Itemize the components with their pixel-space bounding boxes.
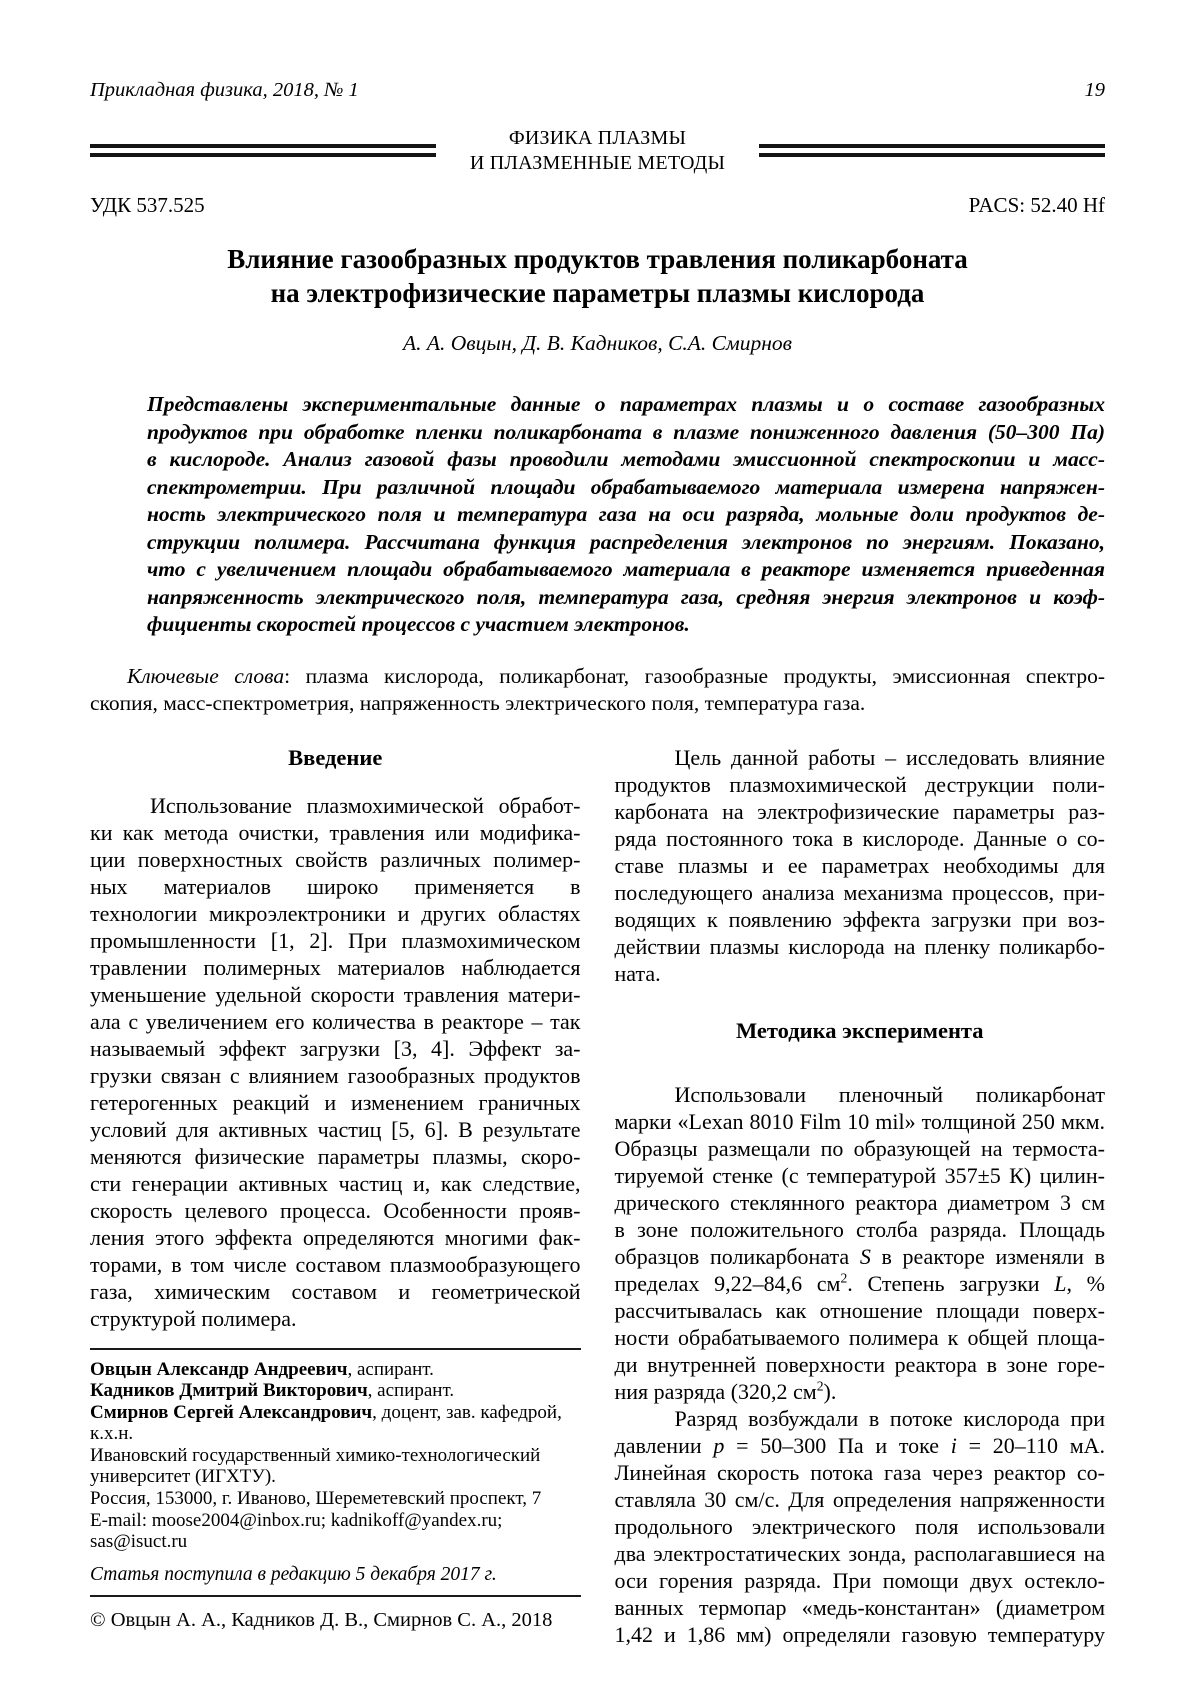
footnote-line: к.х.н. [90, 1423, 134, 1445]
page-number: 19 [1084, 79, 1105, 101]
text-line: грузки связан с влиянием газообразных продуктов [90, 1062, 581, 1088]
text-line: технологии микроэлектроники и других областях [90, 900, 581, 926]
codes-row [90, 192, 1105, 218]
footnote-line: sas@isuct.ru [90, 1531, 188, 1553]
right-paragraph-2 [615, 1081, 1106, 1405]
intro-heading: Введение [288, 744, 383, 770]
article-title [90, 242, 1105, 310]
author-footnote [90, 1348, 581, 1633]
text-line: последующего анализа механизма процессов, при- [614, 879, 1105, 905]
text-line: Ключевые слова: плазма кислорода, поликарбонат, газообразные продукты, эмиссионная спектро- [127, 663, 1106, 688]
text-line: продуктов плазмохимической деструкции поли- [614, 771, 1105, 797]
text-line: рассчитывалась как отношение площади поверх- [614, 1297, 1105, 1323]
footnote-line: Россия, 153000, г. Иваново, Шереметевский проспект, 7 [90, 1488, 542, 1510]
text-line: Использование плазмохимической обработ- [150, 792, 581, 818]
article-title-line-1: Влияние газообразных продуктов травления поликарбоната [227, 244, 968, 274]
text-line: гетерогенных реакций и изменением граничных [90, 1089, 581, 1115]
text-line: называемый эффект загрузки [3, 4]. Эффект за- [90, 1035, 581, 1061]
authors-line: А. А. Овцын, Д. В. Кадников, С.А. Смирнов [403, 331, 792, 355]
text-line: ных материалов широко применяется в [90, 873, 581, 899]
text-line: Образцы размещали по образующей на термоста- [614, 1135, 1105, 1161]
text-line: условий для активных частиц [5, 6]. В результате [90, 1116, 581, 1142]
pacs-code: PACS: 52.40 Hf [968, 193, 1105, 217]
text-line: напряженность электрического поля, температура газа, средняя энергия электронов и коэф- [147, 584, 1105, 609]
text-line: травлении полимерных материалов наблюдается [90, 954, 581, 980]
text-line: карбоната на электрофизические параметры раз- [614, 798, 1105, 824]
footnote-line: Овцын Александр Андреевич, аспирант. [90, 1358, 434, 1380]
text-line: спектрометрии. При различной площади обрабатываемого материала измерена напряжен- [147, 474, 1105, 499]
abstract-block [147, 391, 1105, 639]
text-line: в зоне положительного столба разряда. Площадь [614, 1216, 1105, 1242]
text-line: ала с увеличением его количества в реакторе – так [90, 1008, 581, 1034]
footnote-line: E-mail: moose2004@inbox.ru; kadnikoff@yandex.ru; [90, 1509, 503, 1531]
text-line: образцов поликарбоната S в реакторе изменяли в [614, 1243, 1106, 1269]
text-line: действии плазмы кислорода на пленку поликарбо- [614, 933, 1105, 959]
footnote-line: университет (ИГХТУ). [90, 1466, 276, 1488]
text-line: Разряд возбуждали в потоке кислорода при [674, 1405, 1105, 1431]
text-line: что с увеличением площади обрабатываемого материала в реакторе изменяется приведенная [147, 557, 1105, 581]
footnote-separator [90, 1348, 581, 1350]
text-line: пределах 9,22–84,6 $см^2$. Степень загрузки L, % [614, 1270, 1106, 1296]
text-line: скопия, масс-спектрометрия, напряженность электрического поля, температура газа. [90, 691, 866, 715]
copyright-separator [90, 1595, 581, 1597]
article-title-line-2: на электрофизические параметры плазмы кислорода [270, 278, 925, 308]
text-line: структурой полимера. [90, 1305, 297, 1331]
text-line: продольного электрического поля использовали [614, 1513, 1105, 1539]
text-line: уменьшение удельной скорости травления матери- [90, 981, 581, 1007]
right-paragraph-3 [615, 1405, 1106, 1648]
copyright-line: © Овцын А. А., Кадников Д. В., Смирнов С. А., 2018 [90, 1608, 553, 1631]
text-line: Представлены экспериментальные данные о параметрах плазмы и о составе газообразных [147, 392, 1105, 416]
section-title [436, 126, 759, 176]
text-line: ность электрического поля и температура газа на оси разряда, мольные доли продуктов де- [147, 502, 1105, 526]
text-line: оси горения разряда. При помощи двух остекло- [614, 1567, 1105, 1593]
left-column [90, 744, 581, 1633]
text-line: марки «Lexan 8010 Film 10 mil» толщиной 250 мкм. [614, 1108, 1105, 1134]
text-line: Цель данной работы – исследовать влияние [674, 744, 1105, 770]
udc-code: УДК 537.525 [90, 193, 205, 217]
text-line: ставляла 30 см/с. Для определения напряженности [614, 1486, 1105, 1512]
text-line: промышленности [1, 2]. При плазмохимическом [90, 927, 581, 953]
text-line: газа, химическим составом и геометрической [90, 1278, 581, 1304]
text-line: водящих к появлению эффекта загрузки при воз- [614, 906, 1105, 932]
methods-heading: Методика эксперимента [735, 1017, 984, 1043]
text-line: сти генерации активных частиц и, как следствие, [90, 1170, 581, 1196]
running-header [90, 78, 1105, 102]
text-line: продуктов при обработке пленки поликарбоната в плазме пониженного давления (50–300 Па) [147, 419, 1105, 444]
right-double-rule [759, 144, 1105, 157]
received-note: Статья поступила в редакцию 5 декабря 2017 г. [90, 1563, 497, 1585]
text-line: Использовали пленочный поликарбонат [674, 1081, 1105, 1107]
text-line: ния разряда (320,2 $см^2$). [614, 1378, 837, 1404]
footnote-line: Ивановский государственный химико-технологический [90, 1444, 541, 1466]
text-line: ности обрабатываемого полимера к общей площа- [614, 1324, 1105, 1350]
text-line: тируемой стенке (с температурой 357±5 К) цилин- [614, 1162, 1105, 1188]
right-paragraph-1 [615, 744, 1106, 987]
journal-reference: Прикладная физика, 2018, № 1 [90, 79, 359, 101]
intro-paragraph [90, 792, 581, 1332]
keywords-block [90, 663, 1105, 718]
section-title-line-1: ФИЗИКА ПЛАЗМЫ [508, 127, 687, 149]
right-column [615, 744, 1106, 1648]
text-line: скорость целевого процесса. Особенности прояв- [90, 1197, 581, 1223]
footnote-line: Кадников Дмитрий Викторович, аспирант. [90, 1380, 455, 1402]
text-line: 1,42 и 1,86 мм) определяли газовую температуру [614, 1621, 1105, 1647]
text-line: ди внутренней поверхности реактора в зоне горе- [614, 1351, 1105, 1377]
text-line: дрического стеклянного реактора диаметром 3 см [614, 1189, 1105, 1215]
text-line: ки как метода очистки, травления или модифика- [90, 819, 581, 845]
text-line: меняются физические параметры плазмы, скоро- [90, 1143, 581, 1169]
section-title-line-2: И ПЛАЗМЕННЫЕ МЕТОДЫ [469, 152, 726, 174]
text-line: ната. [614, 960, 661, 986]
text-line: давлении p = 50–300 Па и токе i = 20–110 мА. [614, 1432, 1106, 1458]
text-line: струкции полимера. Рассчитана функция распределения электронов по энергиям. Показано, [147, 529, 1105, 554]
text-line: ции поверхностных свойств различных полимер- [90, 846, 581, 872]
footnote-line: Смирнов Сергей Александрович, доцент, зав. кафедрой, [90, 1401, 562, 1423]
text-line: в кислороде. Анализ газовой фазы проводили методами эмиссионной спектроскопии и масс- [147, 447, 1105, 471]
text-line: два электростатических зонда, располагавшиеся на [614, 1540, 1105, 1566]
two-column-body [90, 744, 1105, 1648]
text-line: фициенты скоростей процессов с участием электронов. [147, 612, 690, 636]
text-line: ванных термопар «медь-константан» (диаметром [614, 1594, 1105, 1620]
text-line: ставе плазмы и ее параметрах необходимы для [614, 852, 1105, 878]
text-line: ления этого эффекта определяются многими фак- [90, 1224, 581, 1250]
section-banner [90, 126, 1105, 176]
text-line: Линейная скорость потока газа через реактор со- [614, 1459, 1105, 1485]
text-line: ряда постоянного тока в кислороде. Данные о со- [614, 825, 1105, 851]
footnote-lines [90, 1359, 581, 1553]
text-line: торами, в том числе составом плазмообразующего [90, 1251, 581, 1277]
left-double-rule [90, 144, 436, 157]
